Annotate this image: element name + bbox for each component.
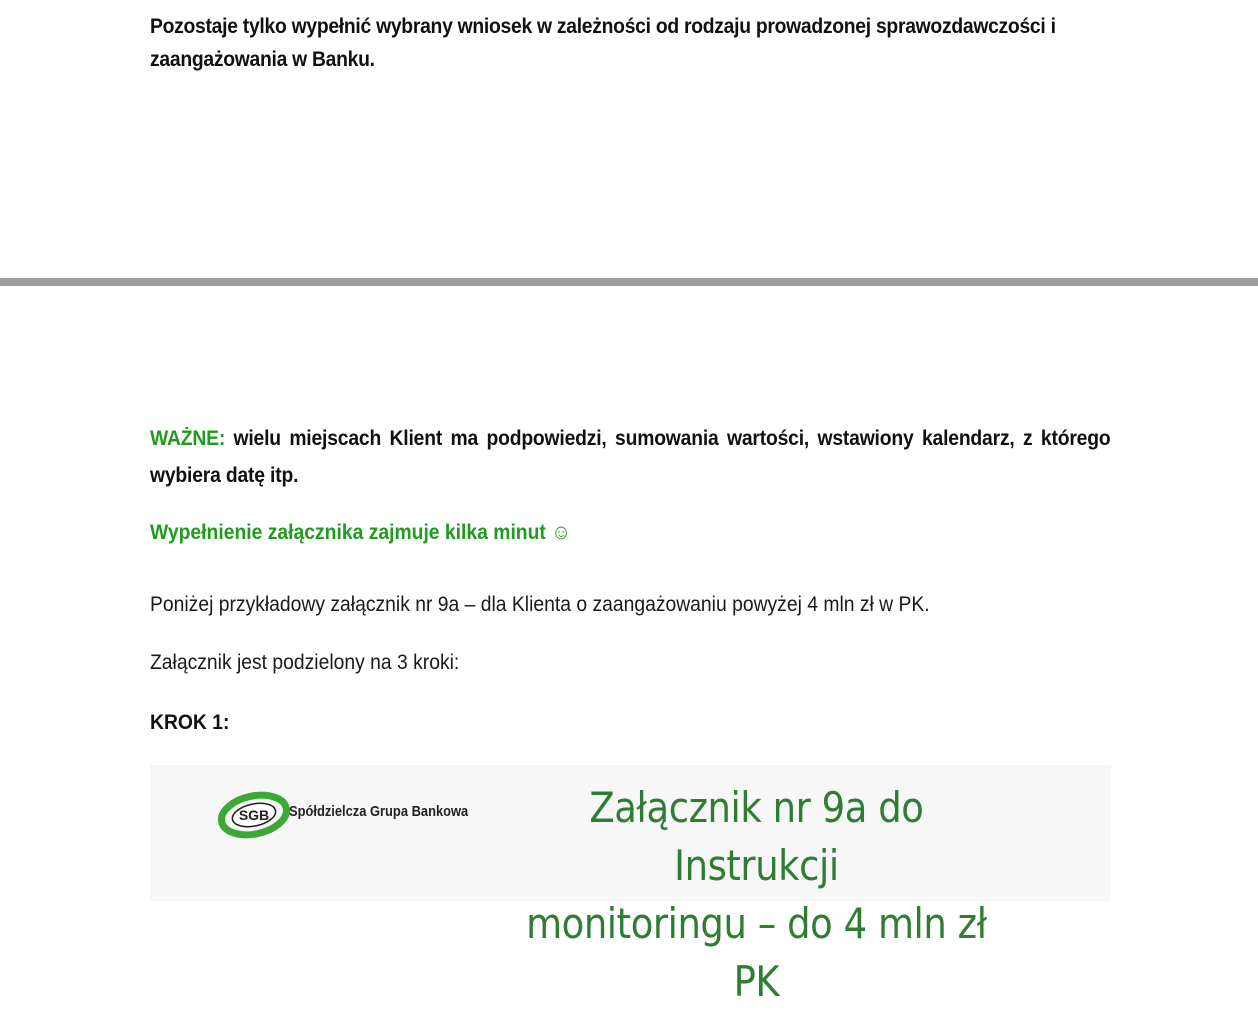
banner-title (510, 779, 1003, 1011)
intro-paragraph: Pozostaje tylko wypełnić wybrany wniosek w zależności od rodzaju prowadzonej sprawozdawczości i zaangażowania w Banku. (150, 15, 1056, 71)
page-divider (0, 278, 1258, 286)
banner-title-line-1: Załącznik nr 9a do Instrukcji (589, 783, 924, 890)
important-lead: WAŻNE: (150, 427, 226, 450)
form-banner (150, 765, 1111, 1006)
important-text: wielu miejscach Klient ma podpowiedzi, sumowania wartości, wstawiony kalendarz, z którego wybiera datę itp. (150, 427, 1111, 487)
sgb-logo-abbr: SGB (238, 807, 270, 823)
important-paragraph (150, 420, 1110, 494)
step-heading: KROK 1: (150, 711, 230, 734)
steps-paragraph: Załącznik jest podzielony na 3 kroki: (150, 651, 460, 674)
document-page-top (0, 0, 1258, 278)
sgb-logo-name: Spółdzielcza Grupa Bankowa (289, 803, 469, 820)
example-paragraph: Poniżej przykładowy załącznik nr 9a – dla Klienta o zaangażowaniu powyżej 4 mln zł w PK. (150, 593, 930, 616)
banner-title-line-2: monitoringu – do 4 mln zł PK (526, 899, 987, 1006)
green-note: Wypełnienie załącznika zajmuje kilka minut ☺ (150, 521, 571, 544)
